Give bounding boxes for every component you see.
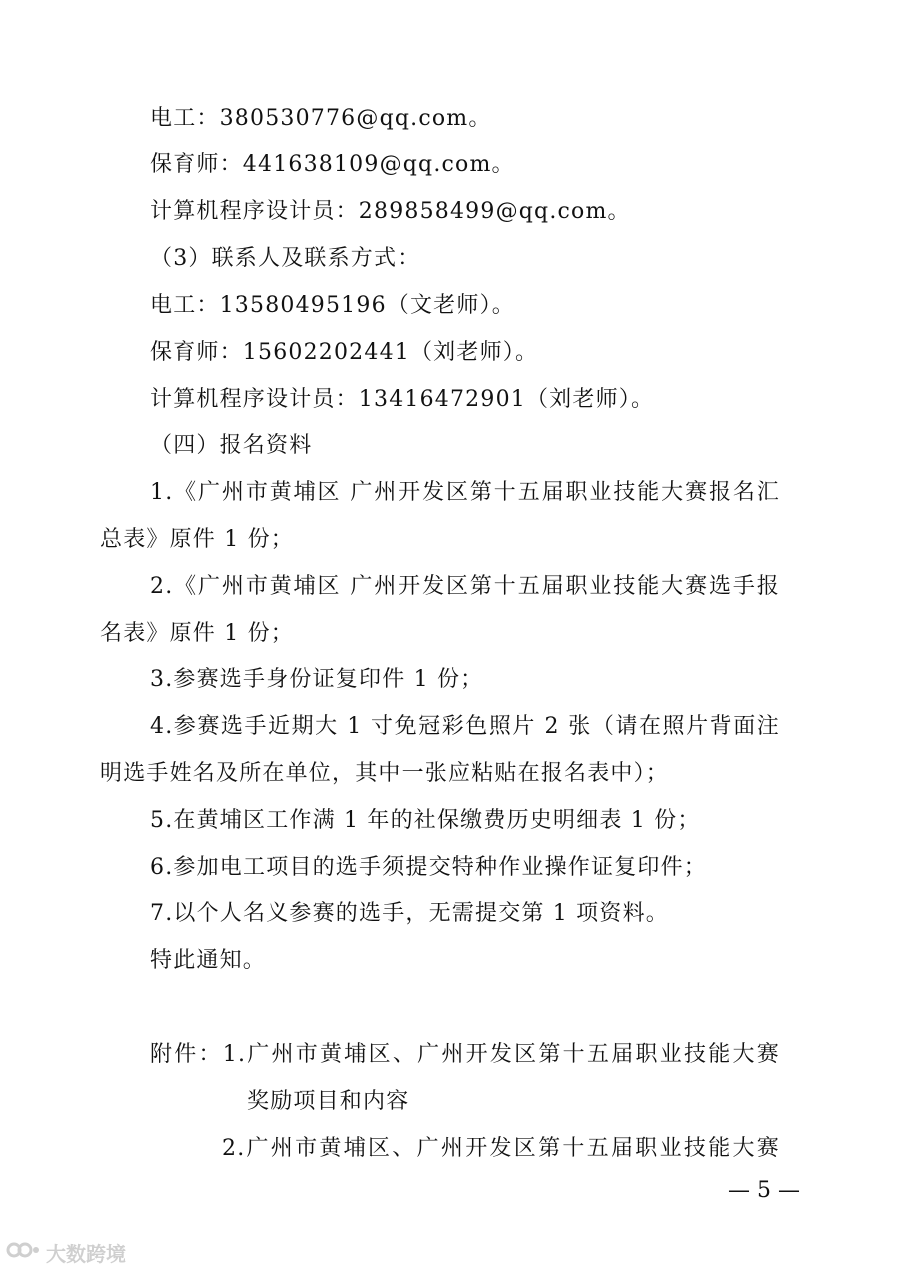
material-item-5: 5.在黄埔区工作满 1 年的社保缴费历史明细表 1 份；	[150, 808, 701, 833]
email-programmer: 计算机程序设计员：289858499@qq.com。	[150, 199, 631, 224]
section-contacts-heading: （3）联系人及联系方式：	[150, 246, 421, 271]
material-item-4-cont: 明选手姓名及所在单位，其中一张应粘贴在报名表中）；	[100, 761, 670, 786]
contact-childcare: 保育师：15602202441（刘老师）。	[150, 340, 539, 365]
brand-logo-icon	[6, 1238, 42, 1267]
contact-programmer: 计算机程序设计员：13416472901（刘老师）。	[150, 387, 655, 412]
attachment-2: 2.广州市黄埔区、广州开发区第十五届职业技能大赛	[222, 1136, 780, 1161]
email-electrician: 电工：380530776@qq.com。	[150, 106, 492, 131]
section-materials-heading: （四）报名资料	[150, 433, 313, 458]
contact-electrician: 电工：13580495196（文老师）。	[150, 293, 515, 318]
material-item-7: 7.以个人名义参赛的选手，无需提交第 1 项资料。	[150, 901, 669, 926]
material-item-2: 2.《广州市黄埔区 广州开发区第十五届职业技能大赛选手报	[150, 574, 780, 599]
closing-notice: 特此通知。	[150, 948, 267, 973]
watermark	[6, 1237, 126, 1267]
attachment-1: 附件：1.广州市黄埔区、广州开发区第十五届职业技能大赛	[150, 1042, 780, 1067]
watermark-text: 大数跨境	[46, 1241, 126, 1266]
page-number: — 5 —	[728, 1178, 800, 1203]
material-item-6: 6.参加电工项目的选手须提交特种作业操作证复印件；	[150, 855, 707, 880]
material-item-2-cont: 名表》原件 1 份；	[100, 621, 294, 646]
material-item-4: 4.参赛选手近期大 1 寸免冠彩色照片 2 张（请在照片背面注	[150, 714, 780, 739]
material-item-3: 3.参赛选手身份证复印件 1 份；	[150, 667, 484, 692]
material-item-1: 1.《广州市黄埔区 广州开发区第十五届职业技能大赛报名汇	[150, 480, 780, 505]
material-item-1-cont: 总表》原件 1 份；	[100, 527, 294, 552]
attachment-1-cont: 奖励项目和内容	[247, 1089, 410, 1114]
email-childcare: 保育师：441638109@qq.com。	[150, 152, 515, 177]
